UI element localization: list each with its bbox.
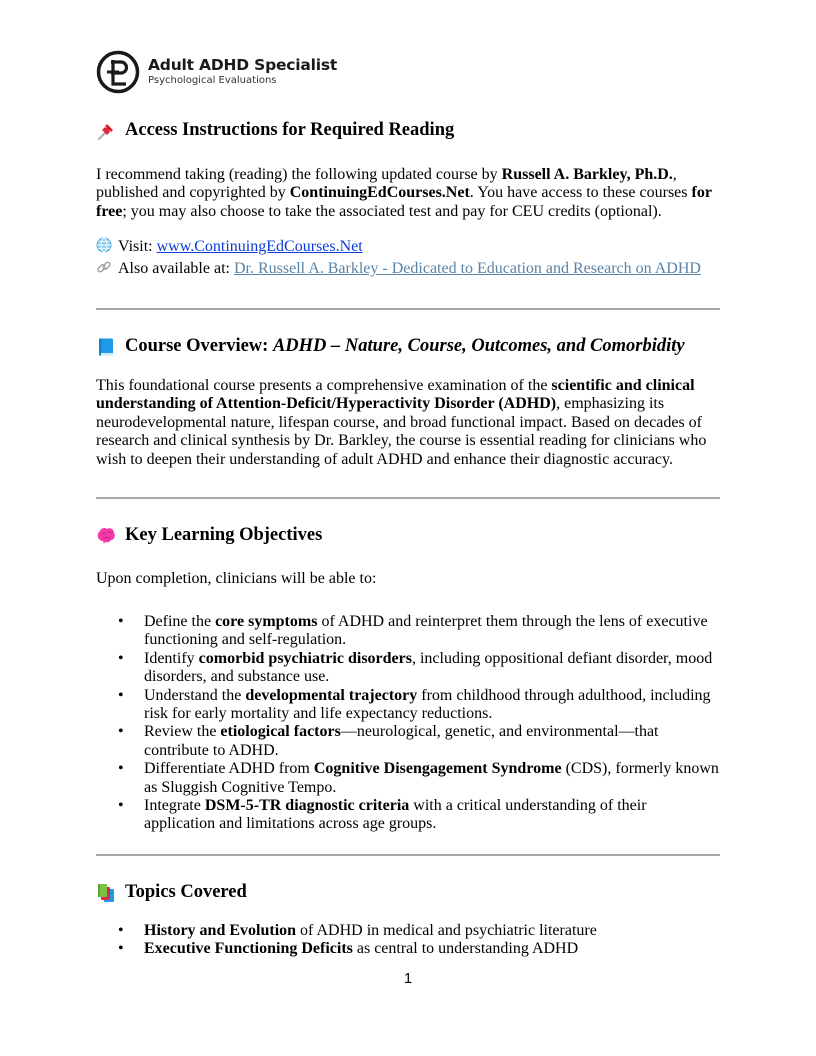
heading-text: Access Instructions for Required Reading (125, 120, 455, 140)
list-item: • Executive Functioning Deficits as central to understanding ADHD (96, 940, 720, 958)
link-chain-icon (96, 259, 112, 275)
also-available-line: Also available at: Dr. Russell A. Barkley - Dedicated to Education and Research on ADHD (96, 259, 720, 278)
publisher-name: ContinuingEdCourses.Net (289, 184, 470, 202)
heading-access-instructions (96, 120, 454, 141)
blue-book-icon (96, 337, 116, 357)
visit-line: Visit: www.ContinuingEdCourses.Net (96, 237, 720, 256)
heading-topics-covered: Topics Covered (96, 882, 247, 903)
objectives-list (96, 613, 720, 834)
access-paragraph: I recommend taking (reading) the following updated course by Russell A. Barkley, Ph.D., published and copyrighted by ContinuingEdCourses.Net. You have access to these courses for free; you may also choose to take the associated test and pay for CEU credits (optional). (96, 166, 712, 220)
books-icon (96, 883, 116, 903)
page-number: 1 (403, 971, 413, 987)
section-divider (96, 308, 720, 310)
list-item: • Define the core symptoms of ADHD and reinterpret them through the lens of executive functioning and self-regulation. (96, 613, 720, 650)
objectives-intro: Upon completion, clinicians will be able to: (96, 570, 377, 587)
brain-icon (96, 526, 116, 546)
continuingedcourses-link[interactable]: www.ContinuingEdCourses.Net (156, 238, 363, 255)
list-item: • Identify comorbid psychiatric disorders, including oppositional defiant disorder, mood disorders, and substance use. (96, 650, 720, 687)
heading-learning-objectives: Key Learning Objectives (96, 525, 322, 546)
logo-mark-icon (96, 50, 140, 94)
logo (96, 48, 337, 96)
logo-subtitle: Psychological Evaluations (148, 75, 277, 87)
list-item: • Differentiate ADHD from Cognitive Disengagement Syndrome (CDS), formerly known as Sluggish Cognitive Tempo. (96, 760, 720, 797)
section-divider (96, 497, 720, 499)
list-item: • Review the etiological factors—neurological, genetic, and environmental—that contribute to ADHD. (96, 723, 720, 760)
barkley-website-link[interactable]: Dr. Russell A. Barkley - Dedicated to Education and Research on ADHD (233, 260, 701, 277)
author-name: Russell A. Barkley, Ph.D. (501, 166, 673, 183)
globe-icon (96, 237, 112, 253)
pushpin-icon (96, 121, 116, 141)
course-title: ADHD – Nature, Course, Outcomes, and Comorbidity (272, 336, 685, 356)
list-item: • Integrate DSM-5-TR diagnostic criteria with a critical understanding of their application and limitations across age groups. (96, 797, 720, 834)
section-divider (96, 854, 720, 856)
overview-paragraph: This foundational course presents a comprehensive examination of the scientific and clinical understanding of Attention-Deficit/Hyperactivity Disorder (ADHD), emphasizing its neurodevelopmental nature, lifespan course, and broad functional impact. Based on decades of research and clinical synthesis by Dr. Barkley, the course is essential reading for clinicians who wish to deepen their understanding of adult ADHD and enhance their diagnostic accuracy. (96, 377, 707, 468)
logo-title: Adult ADHD Specialist (148, 55, 338, 74)
topics-list (96, 922, 720, 959)
heading-course-overview: Course Overview: ADHD – Nature, Course, Outcomes, and Comorbidity (96, 336, 685, 357)
list-item: • History and Evolution of ADHD in medical and psychiatric literature (96, 922, 720, 940)
list-item: • Understand the developmental trajectory from childhood through adulthood, including risk for early mortality and life expectancy reductions. (96, 687, 720, 724)
